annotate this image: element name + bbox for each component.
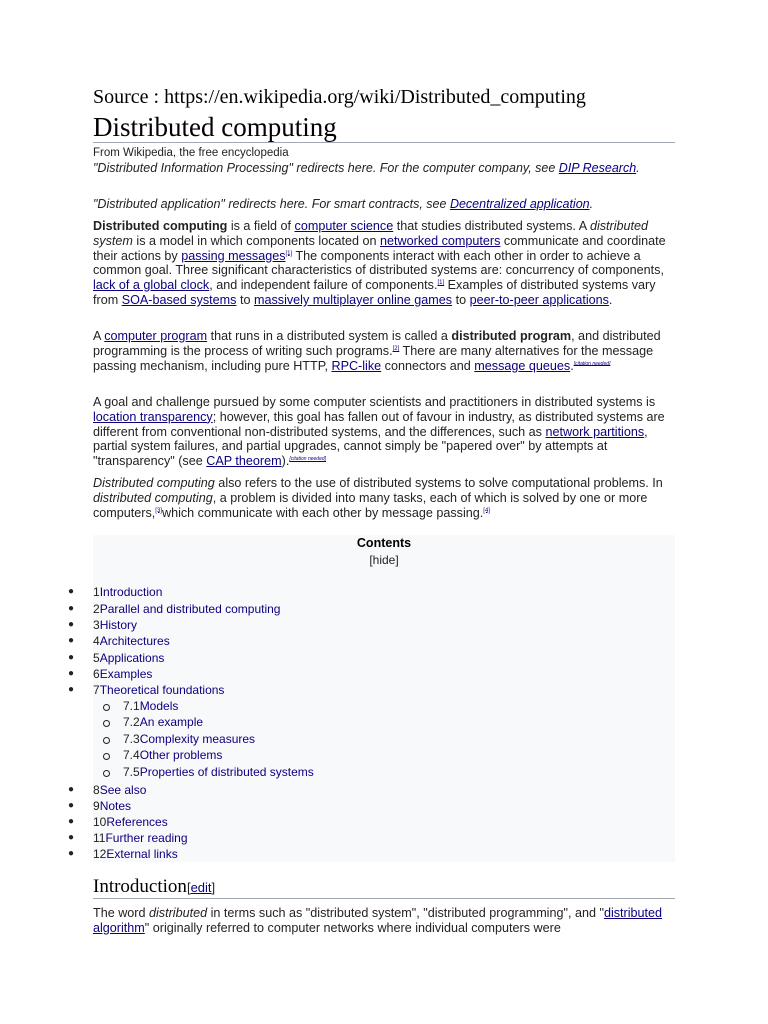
circle-bullet-icon: [103, 770, 110, 777]
bracket-open: [: [186, 880, 191, 895]
bullet-icon: ●: [68, 848, 75, 859]
heading-text: Introduction: [93, 876, 187, 897]
bold-term: distributed program: [451, 329, 572, 343]
bullet-icon: ●: [68, 586, 75, 597]
text: The components interact with each other in order to achieve a common goal. Three significant characteristics of distributed systems are: concurrency of components,: [93, 248, 664, 278]
toc-item[interactable]: [93, 651, 164, 665]
link-cap-theorem[interactable]: CAP theorem: [206, 454, 282, 469]
text: which communicate with each other by message passing.: [161, 505, 484, 520]
page-title: Distributed computing: [93, 112, 337, 142]
bullet-icon: ●: [68, 684, 75, 695]
italic-term: distributed computing: [93, 490, 213, 505]
text: that studies distributed systems. A: [393, 219, 590, 233]
link-computer-science[interactable]: computer science: [294, 219, 394, 233]
bracket-open: [: [369, 553, 373, 567]
reference-link[interactable]: [155, 507, 162, 513]
link-networked-computers[interactable]: networked computers: [380, 233, 501, 248]
italic-term: Distributed computing: [93, 476, 215, 490]
toc-number: 3: [93, 618, 100, 632]
text: is a model in which components located on: [132, 233, 381, 248]
toc-label: Models: [139, 699, 179, 713]
text: , a problem is divided into many tasks, each of which is solved by one or more computers,: [93, 490, 648, 520]
tagline: From Wikipedia, the free encyclopedia: [93, 147, 289, 159]
toc-item[interactable]: [93, 799, 131, 813]
toc-item[interactable]: [93, 585, 162, 599]
toc-number: 7: [93, 683, 100, 697]
circle-bullet-icon: [103, 720, 110, 727]
toc-number: 7.5: [123, 765, 140, 779]
text: is a field of: [227, 219, 295, 233]
bullet-icon: ●: [68, 800, 75, 811]
link-computer-program[interactable]: computer program: [104, 329, 208, 343]
toc-number: 12: [93, 847, 107, 861]
title-divider: [93, 142, 675, 143]
toc-item[interactable]: [93, 815, 168, 829]
hatnote-text: .: [636, 161, 640, 175]
toc-number: 8: [93, 783, 100, 797]
link-message-queues[interactable]: message queues: [474, 358, 571, 373]
paragraph-intro: [93, 219, 677, 308]
text: , and independent failure of components.: [209, 278, 438, 293]
bullet-icon: ●: [68, 652, 75, 663]
bullet-icon: ●: [68, 816, 75, 827]
toc-item[interactable]: [93, 683, 224, 697]
toc-item[interactable]: [93, 667, 152, 681]
hatnote-dip: [93, 161, 675, 176]
circle-bullet-icon: [103, 753, 110, 760]
toc-label: Properties of distributed systems: [139, 765, 314, 779]
text: A goal and challenge pursued by some computer scientists and practitioners in distributed systems is: [93, 395, 656, 409]
hatnote-text: "Distributed application" redirects here. For smart contracts, see: [93, 197, 450, 211]
text: to: [236, 292, 254, 307]
toc-label: See also: [99, 783, 147, 797]
circle-bullet-icon: [103, 737, 110, 744]
paragraph-transparency: [93, 395, 677, 469]
toc-hide-button[interactable]: hide: [372, 553, 396, 567]
text: .: [608, 292, 613, 307]
text: ).: [281, 454, 290, 469]
text: A: [93, 329, 105, 343]
toc-number: 9: [93, 799, 100, 813]
text: .: [570, 358, 574, 373]
text: communicate and coordinate their actions by: [93, 233, 666, 263]
toc-number: 6: [93, 667, 100, 681]
italic-term: distributed system: [93, 219, 649, 248]
toc-label: Complexity measures: [139, 732, 256, 746]
text: also refers to the use of distributed systems to solve computational problems. In: [214, 476, 663, 490]
citation-needed[interactable]: [289, 456, 326, 462]
text: , and distributed programming is the process of writing such programs.: [93, 329, 661, 358]
toc-label: Further reading: [105, 831, 188, 845]
toc-number: 7.1: [123, 699, 140, 713]
toc-number: 10: [93, 815, 107, 829]
reference-3[interactable]: [3]: [155, 507, 162, 514]
link-soa-based-systems[interactable]: SOA-based systems: [121, 292, 237, 307]
section-divider: [93, 898, 675, 899]
paragraph-program: [93, 329, 677, 373]
reference-4[interactable]: [4]: [483, 507, 490, 514]
link-p2p-applications[interactable]: peer-to-peer applications: [469, 292, 609, 307]
toc-label: Notes: [99, 799, 132, 813]
citation-needed[interactable]: [574, 360, 611, 366]
toc-number: 4: [93, 634, 100, 648]
toc-item[interactable]: [93, 634, 170, 648]
source-line: Source : https://en.wikipedia.org/wiki/Distributed_computing: [93, 86, 586, 108]
text: The word: [93, 906, 149, 920]
citation-needed-link[interactable]: [citation needed]: [573, 360, 611, 367]
toc-item[interactable]: [123, 715, 203, 729]
toc-label: History: [99, 618, 138, 632]
reference-1[interactable]: [1]: [285, 250, 293, 257]
toc-label: Other problems: [139, 748, 223, 762]
citation-needed-link[interactable]: [citation needed]: [289, 456, 327, 462]
link-mmog[interactable]: massively multiplayer online games: [254, 292, 453, 307]
link-rpc-like[interactable]: RPC-like: [331, 358, 382, 373]
toc-number: 5: [93, 651, 100, 665]
bullet-icon: ●: [68, 603, 75, 614]
link-passing-messages[interactable]: passing messages: [181, 248, 286, 263]
toc-label: Parallel and distributed computing: [99, 602, 281, 616]
link-distributed-algorithm[interactable]: distributed algorithm: [93, 906, 663, 935]
reference-link[interactable]: [483, 507, 490, 513]
toc-number: 11: [93, 831, 106, 845]
toc-title: Contents: [356, 536, 412, 550]
table-of-contents: [93, 535, 675, 862]
paragraph-computational: [93, 476, 677, 520]
edit-section: [187, 880, 215, 895]
bullet-icon: ●: [68, 668, 75, 679]
hatnote-text: .: [589, 197, 594, 211]
text: ; however, this goal has fallen out of favour in industry, as distributed systems are different from conventional non-distributed systems, and the differences, such as: [93, 409, 665, 439]
bullet-icon: ●: [68, 784, 75, 795]
bracket-close: ]: [211, 880, 216, 895]
text: that runs in a distributed system is called a: [207, 329, 452, 343]
text: to: [452, 292, 470, 307]
link-network-partitions[interactable]: network partitions: [545, 424, 645, 439]
toc-label: References: [106, 815, 168, 829]
link-decentralized-application[interactable]: Decentralized application: [449, 197, 590, 211]
circle-bullet-icon: [103, 704, 110, 711]
edit-link[interactable]: edit: [190, 880, 212, 895]
hatnote-text: "Distributed Information Processing" redirects here. For the computer company, see: [93, 161, 559, 175]
toc-item[interactable]: [93, 783, 146, 797]
toc-label: Theoretical foundations: [99, 683, 225, 697]
toc-item[interactable]: [123, 732, 255, 746]
toc-item[interactable]: [123, 765, 314, 779]
toc-label: Architectures: [99, 634, 170, 648]
toc-label: Examples: [99, 667, 153, 681]
toc-number: 1: [93, 585, 100, 599]
text: Examples of distributed systems vary from: [93, 278, 656, 307]
section-heading-introduction: [93, 876, 215, 898]
toc-number: 7.4: [123, 748, 140, 762]
italic-term: distributed: [149, 906, 208, 920]
toc-label: An example: [139, 715, 204, 729]
link-dip-research[interactable]: DIP Research: [558, 161, 637, 175]
toc-toggle: [0, 553, 768, 567]
hatnote-application: [93, 197, 675, 212]
reference-2[interactable]: [2]: [392, 345, 400, 352]
text: in terms such as "distributed system", "distributed programming", and ": [207, 906, 604, 920]
link-global-clock[interactable]: lack of a global clock: [93, 278, 210, 293]
bold-term: Distributed computing: [93, 219, 228, 233]
text: " originally referred to computer networks where individual computers were: [144, 920, 561, 935]
toc-item[interactable]: [93, 847, 178, 861]
toc-item[interactable]: [93, 618, 137, 632]
toc-item[interactable]: [123, 699, 178, 713]
link-location-transparency[interactable]: location transparency: [93, 409, 213, 424]
paragraph-introduction: [93, 906, 677, 936]
text: connectors and: [381, 358, 475, 373]
toc-number: 7.2: [123, 715, 140, 729]
reference-1[interactable]: [1]: [437, 280, 445, 286]
toc-number: 7.3: [123, 732, 140, 746]
toc-label: Introduction: [99, 585, 163, 599]
toc-number: 2: [93, 602, 100, 616]
bullet-icon: ●: [68, 832, 75, 843]
text: There are many alternatives for the message passing mechanism, including pure HTTP,: [93, 343, 654, 373]
bullet-icon: ●: [68, 619, 75, 630]
toc-item[interactable]: [93, 831, 188, 845]
toc-item[interactable]: [123, 748, 222, 762]
bracket-close: ]: [395, 553, 399, 567]
bullet-icon: ●: [68, 635, 75, 646]
toc-label: Applications: [99, 651, 165, 665]
toc-label: External links: [106, 847, 178, 861]
text: , partial system failures, and partial upgrades, cannot simply be "papered over" by attempts at "transparency" (see: [93, 424, 648, 469]
toc-item[interactable]: [93, 602, 280, 616]
